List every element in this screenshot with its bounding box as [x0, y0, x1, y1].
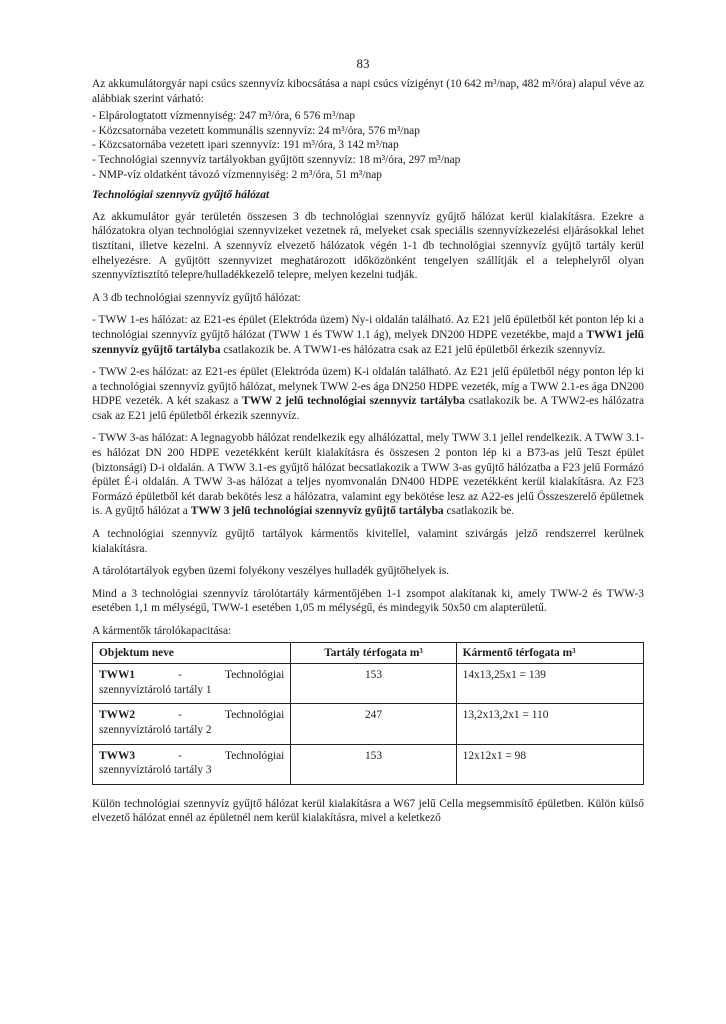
intro-paragraph: Az akkumulátorgyár napi csúcs szennyvíz kibocsátása a napi csúcs vízigényt (10 642 m³/nap, 482 m³/óra) alapul véve az alábbiak szerint várható:	[92, 78, 644, 105]
network-tww3-paragraph	[92, 431, 644, 519]
paragraph: A tárolótartályok egyben üzemi folyékony veszélyes hulladék gyűjtőhelyek is.	[92, 565, 450, 578]
text-span: csatlakozik be.	[443, 505, 515, 518]
list-item: - Közcsatornába vezetett ipari szennyvíz: 191 m³/óra, 3 142 m³/nap	[92, 139, 399, 152]
tank-volume-cell: 153	[291, 664, 456, 704]
object-code: TWW3	[99, 749, 136, 762]
list-item: - Elpárologtatott vízmennyiség: 247 m³/óra, 6 576 m³/nap	[92, 110, 356, 123]
catch-volume-cell: 12x12x1 = 98	[456, 744, 643, 784]
paragraph: A 3 db technológiai szennyvíz gyűjtő hálózat:	[92, 291, 301, 304]
dash: -	[178, 749, 182, 762]
tank-volume-cell: 153	[291, 744, 456, 784]
column-header: Tartály térfogata m³	[291, 642, 456, 664]
text-span: csatlakozik be. A TWW1-es hálózatra csak az E21 jelű épületből érkezik szennyvíz.	[220, 343, 606, 356]
object-name-cell	[93, 664, 291, 704]
paragraph: Az akkumulátor gyár területén összesen 3 db technológiai szennyvíz gyűjtő hálózat kerül kialakításra. Ezekre a hálózatokra olyan technológiai szennyvizeket vezetnek rá, melyeket csak speciális szennyvízkezelési eljárásokkal lehet tisztítani, illetve kezelni. A szennyvíz elvezető hálózatok végén 1-1 db technológiai szennyvíz gyűjtő tartály kerül elhelyezésre. A gyűjtött szennyvizet meghatározott időközönként tengelyen szállítják el a telephelyről olyan szennyvíztisztító telepre/hulladékkezelő telepre, melyen kezelni tudják.	[92, 210, 644, 282]
network-tww2-paragraph	[92, 365, 644, 423]
emission-list	[92, 109, 644, 182]
column-header: Kármentő térfogata m³	[456, 642, 643, 664]
object-desc: Technológiai	[225, 669, 285, 682]
tank-volume-cell: 247	[291, 704, 456, 744]
table-row	[93, 664, 644, 704]
list-item: - Közcsatornába vezetett kommunális szennyvíz: 24 m³/óra, 576 m³/nap	[92, 124, 420, 137]
paragraph: Mind a 3 technológiai szennyvíz tárolótartály kármentőjében 1-1 zsompot alakítanak ki, amely TWW-2 és TWW-3 esetében 1,1 m mélységű, TWW-1 esetében 1,05 m mélységű, és mindegyik 50x50 cm alapterületű.	[92, 587, 644, 615]
object-code: TWW1	[99, 669, 136, 682]
object-name-cell	[93, 744, 291, 784]
paragraph: Külön technológiai szennyvíz gyűjtő hálózat kerül kialakításra a W67 jelű Cella megsemmisítő épületben. Külön külső elvezető hálózat ennél az épületnél nem kerül kialakításra, mivel a keletkező	[92, 797, 644, 825]
text-span: - TWW 2-es hálózat: az E21-es épület (Elektróda üzem) K-i oldalán található. Az E21 jelű épületből négy ponton lép ki a technológiai szennyvíz gyűjtő hálózat, melynek TWW 2-es ága DN250 HDPE vezeték, míg a TWW 2.1-es ága DN200 HDPE vezeték. A két szakasz a	[92, 366, 644, 408]
catch-volume-cell: 13,2x13,2x1 = 110	[456, 704, 643, 744]
column-header: Objektum neve	[93, 642, 291, 664]
list-item: - Technológiai szennyvíz tartályokban gyűjtött szennyvíz: 18 m³/óra, 297 m³/nap	[92, 153, 461, 166]
object-desc: Technológiai	[225, 749, 285, 762]
object-desc-line: szennyvíztároló tartály 2	[99, 723, 212, 736]
table-header-row	[93, 642, 644, 664]
object-code: TWW2	[99, 709, 136, 722]
table-caption: A kármentők tárolókapacitása:	[92, 625, 232, 637]
page-number: 83	[356, 56, 370, 71]
page-body	[92, 77, 644, 834]
catch-volume-cell: 14x13,25x1 = 139	[456, 664, 643, 704]
object-desc-line: szennyvíztároló tartály 1	[99, 683, 212, 696]
object-desc: Technológiai	[225, 709, 285, 722]
table-row	[93, 704, 644, 744]
bold-text: TWW 3 jelű technológiai szennyvíz gyűjtő tartályba	[190, 505, 444, 518]
object-name-cell	[93, 704, 291, 744]
dash: -	[178, 709, 182, 722]
bold-text: TWW 2 jelű technológiai szennyvíz tartályba	[241, 395, 466, 408]
capacity-table	[92, 642, 644, 785]
object-desc-line: szennyvíztároló tartály 3	[99, 764, 212, 777]
table-row	[93, 744, 644, 784]
text-span: csatlakozik be. A TWW2-es hálózatra csak az E21 jelű épületből érkezik szennyvíz.	[92, 395, 645, 422]
paragraph: A technológiai szennyvíz gyűjtő tartályok kármentős kivitellel, valamint szivárgás jelző rendszerrel kerülnek kialakításra.	[92, 528, 644, 555]
list-item: - NMP-víz oldatként távozó vízmennyiség: 2 m³/óra, 51 m³/nap	[92, 168, 382, 181]
dash: -	[178, 669, 182, 682]
network-tww1-paragraph	[92, 313, 644, 357]
text-span: - TWW 1-es hálózat: az E21-es épület (Elektróda üzem) Ny-i oldalán található. Az E21 jelű épületből két ponton lép ki a technológiai szennyvíz gyűjtő hálózat (TWW 1 és TWW 1.1 ág), melyek DN200 HDPE vezetékbe, majd a	[92, 314, 644, 341]
bold-text: TWW1 jelű szennyvíz gyűjtő tartályba	[92, 328, 644, 356]
section-heading: Technológiai szennyvíz gyűjtő hálózat	[92, 189, 270, 202]
text-span: - TWW 3-as hálózat: A legnagyobb hálózat rendelkezik egy alhálózattal, mely TWW 3.1 jellel rendelkezik. A TWW 3.1-es hálózat DN 200 HDPE vezetékként került kialakításra és összesen 2 ponton lép ki a B73-as jelű Teszt épület (biztonsági) D-i oldalán. A TWW 3.1-es gyűjtő hálózat becsatlakozik a TWW 3-as gyűjtő hálózatba a F23 jelű Formázó épület É-i oldalán. A TWW 3-as hálózat a teljes nyomvonalán DN400 HDPE vezetékként kerül kialakításra. Az F23 Formázó épületből két darab bekötés lesz a hálózatra, valamint egy bekötése lesz az A22-es jelű Összeszerelő épületnek is. A gyűjtő hálózat a	[92, 432, 644, 518]
